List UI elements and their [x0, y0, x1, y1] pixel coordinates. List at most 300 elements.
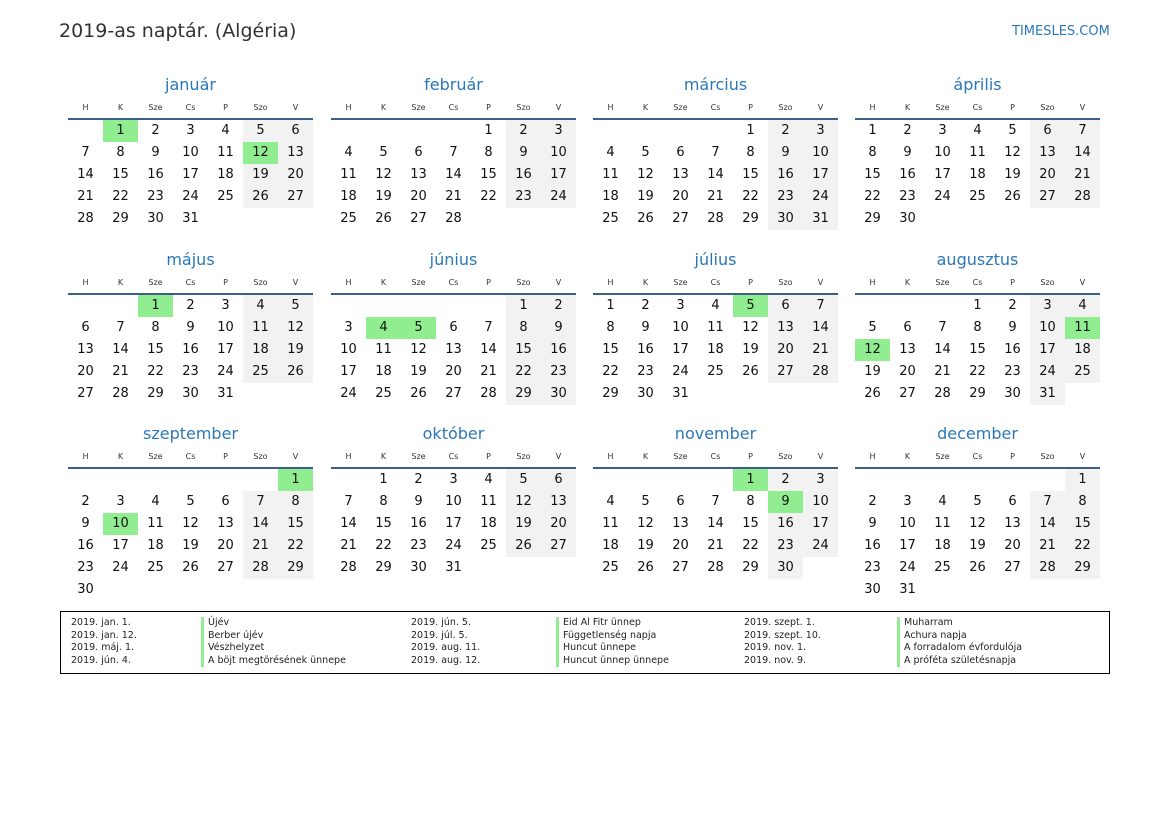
day-cell: 29: [147, 386, 164, 401]
month-calendar: [68, 74, 313, 230]
day-cell: 8: [379, 494, 388, 509]
day-cell: 24: [445, 538, 462, 553]
day-cell: 25: [969, 189, 986, 204]
week-row: [68, 120, 313, 142]
day-cell: 29: [742, 211, 759, 226]
day-cell: 3: [903, 494, 912, 509]
empty-day-cell: [768, 383, 803, 405]
week-row: [855, 339, 1100, 361]
day-cell: 28: [707, 211, 724, 226]
day-cell: 20: [1030, 164, 1065, 186]
day-cell: 17: [445, 516, 462, 531]
day-cell: 22: [742, 189, 759, 204]
day-cell: 31: [182, 211, 199, 226]
day-cell: 25: [375, 386, 392, 401]
day-cell: 11: [934, 516, 951, 531]
week-row: [593, 142, 838, 164]
day-cell: 12: [182, 516, 199, 531]
day-cell: 7: [449, 145, 458, 160]
day-cell: 13: [445, 342, 462, 357]
day-cell: 7: [711, 145, 720, 160]
day-cell: 16: [182, 342, 199, 357]
day-cell: 25: [147, 560, 164, 575]
day-cell: 27: [410, 211, 427, 226]
day-cell: 16: [410, 516, 427, 531]
day-cell: 6: [81, 320, 90, 335]
week-row: [855, 513, 1100, 535]
week-row: [68, 164, 313, 186]
day-cell: 26: [182, 560, 199, 575]
day-cell: 13: [541, 491, 576, 513]
weekday-label: V: [555, 103, 562, 112]
day-cell: 22: [375, 538, 392, 553]
weekday-label: H: [345, 452, 352, 461]
day-cell: 26: [1004, 189, 1021, 204]
day-cell: 19: [182, 538, 199, 553]
day-cell: 3: [186, 123, 195, 138]
day-cell: 2: [506, 120, 541, 142]
day-cell: 14: [77, 167, 94, 182]
day-cell: 19: [742, 342, 759, 357]
day-cell: 30: [768, 208, 803, 230]
empty-day-cell: [925, 469, 960, 491]
weekday-label: H: [869, 452, 876, 461]
day-cell: 7: [116, 320, 125, 335]
day-cell: 22: [864, 189, 881, 204]
day-cell: 18: [480, 516, 497, 531]
day-cell: 3: [449, 472, 458, 487]
week-row: [68, 208, 313, 230]
month-title: december: [937, 424, 1018, 443]
weekday-label: Cs: [710, 278, 721, 287]
week-row: [593, 120, 838, 142]
weekday-label: Cs: [710, 452, 721, 461]
week-row: [855, 469, 1100, 491]
day-cell: 3: [1030, 295, 1065, 317]
day-cell: 14: [707, 516, 724, 531]
day-cell: 27: [672, 560, 689, 575]
day-cell: 12: [637, 167, 654, 182]
week-row: [68, 339, 313, 361]
day-cell: 20: [899, 364, 916, 379]
weekday-label: Sze: [935, 452, 950, 461]
empty-day-cell: [593, 120, 628, 142]
day-cell: 21: [707, 538, 724, 553]
day-cell: 1: [506, 295, 541, 317]
day-cell: 7: [1065, 120, 1100, 142]
day-cell: 8: [973, 320, 982, 335]
day-cell: 17: [1030, 339, 1065, 361]
legend-holiday-name: Berber újév: [201, 630, 346, 643]
day-cell: 25: [217, 189, 234, 204]
day-cell: 28: [1030, 557, 1065, 579]
day-cell: 9: [506, 142, 541, 164]
legend-date: 2019. aug. 12.: [411, 654, 481, 666]
day-cell: 16: [147, 167, 164, 182]
day-cell: 15: [147, 342, 164, 357]
week-row: [593, 383, 838, 405]
day-cell: 19: [637, 189, 654, 204]
day-cell: 22: [480, 189, 497, 204]
week-row: [593, 317, 838, 339]
day-cell: 6: [541, 469, 576, 491]
day-cell: 8: [506, 317, 541, 339]
day-cell: 6: [221, 494, 230, 509]
day-cell: 14: [340, 516, 357, 531]
empty-day-cell: [103, 579, 138, 601]
day-cell: 2: [151, 123, 160, 138]
day-cell: 25: [707, 364, 724, 379]
day-cell: 12: [637, 516, 654, 531]
day-cell: 29: [506, 383, 541, 405]
weekday-label: V: [292, 278, 299, 287]
month-title: július: [694, 250, 737, 269]
day-cell: 24: [803, 186, 838, 208]
month-title: május: [166, 250, 215, 269]
day-cell: 12: [742, 320, 759, 335]
weekday-label: Szo: [253, 452, 268, 461]
week-row: [68, 186, 313, 208]
day-cell: 4: [151, 494, 160, 509]
legend-date: 2019. nov. 9.: [744, 654, 807, 666]
empty-day-cell: [960, 579, 995, 601]
month-title: február: [424, 75, 483, 94]
day-cell: 17: [182, 167, 199, 182]
month-calendar: [331, 74, 576, 230]
empty-day-cell: [173, 469, 208, 491]
day-cell: 14: [445, 167, 462, 182]
weekday-header: [855, 96, 1100, 120]
empty-day-cell: [331, 469, 366, 491]
weekday-label: Szo: [253, 103, 268, 112]
day-cell: 8: [278, 491, 313, 513]
empty-day-cell: [663, 469, 698, 491]
day-cell: 26: [243, 186, 278, 208]
day-cell: 11: [147, 516, 164, 531]
day-cell: 22: [1065, 535, 1100, 557]
weekday-label: Cs: [972, 278, 983, 287]
empty-day-cell: [925, 295, 960, 317]
day-cell: 15: [375, 516, 392, 531]
day-cell: 5: [243, 120, 278, 142]
day-cell: 9: [903, 145, 912, 160]
empty-day-cell: [960, 208, 995, 230]
day-cell: 3: [541, 120, 576, 142]
empty-day-cell: [960, 469, 995, 491]
weekday-label: Szo: [516, 103, 531, 112]
empty-day-cell: [208, 579, 243, 601]
day-cell: 26: [410, 386, 427, 401]
day-cell: 10: [445, 494, 462, 509]
week-row: [331, 535, 576, 557]
weekday-label: P: [486, 452, 491, 461]
week-row: [855, 383, 1100, 405]
day-cell: 16: [1004, 342, 1021, 357]
legend-date: 2019. szept. 10.: [744, 629, 821, 641]
day-cell: 23: [768, 535, 803, 557]
weekday-label: P: [1010, 278, 1015, 287]
day-cell: 1: [973, 298, 982, 313]
month-calendar: [855, 249, 1100, 405]
day-cell: 4: [938, 494, 947, 509]
day-cell: 8: [151, 320, 160, 335]
empty-day-cell: [278, 579, 313, 601]
weekday-label: H: [82, 278, 89, 287]
day-cell: 31: [1030, 383, 1065, 405]
holiday-day-cell: 4: [366, 317, 401, 339]
weekday-header: [68, 445, 313, 469]
day-cell: 28: [243, 557, 278, 579]
empty-day-cell: [698, 383, 733, 405]
weekday-label: V: [292, 103, 299, 112]
day-cell: 27: [217, 560, 234, 575]
day-cell: 19: [1004, 167, 1021, 182]
weekday-label: K: [642, 103, 649, 112]
day-cell: 9: [541, 317, 576, 339]
weekday-label: P: [748, 278, 753, 287]
day-cell: 8: [1065, 491, 1100, 513]
day-cell: 4: [344, 145, 353, 160]
month-title: augusztus: [936, 250, 1019, 269]
day-cell: 8: [868, 145, 877, 160]
weekday-label: P: [223, 452, 228, 461]
day-cell: 15: [602, 342, 619, 357]
day-cell: 15: [864, 167, 881, 182]
day-cell: 10: [672, 320, 689, 335]
month-calendar: [593, 423, 838, 579]
month-calendar: [855, 74, 1100, 230]
empty-day-cell: [995, 469, 1030, 491]
empty-day-cell: [698, 120, 733, 142]
day-cell: 25: [1065, 361, 1100, 383]
day-cell: 30: [899, 211, 916, 226]
legend-date: 2019. júl. 5.: [411, 629, 468, 641]
weekday-header: [593, 96, 838, 120]
weekday-label: Cs: [185, 452, 196, 461]
weekday-header: [593, 445, 838, 469]
week-row: [855, 361, 1100, 383]
day-cell: 26: [742, 364, 759, 379]
day-cell: 13: [278, 142, 313, 164]
weekday-label: Szo: [778, 103, 793, 112]
weekday-label: Szo: [778, 278, 793, 287]
day-cell: 24: [934, 189, 951, 204]
week-row: [68, 513, 313, 535]
day-cell: 26: [637, 560, 654, 575]
empty-day-cell: [855, 469, 890, 491]
day-cell: 1: [1065, 469, 1100, 491]
day-cell: 23: [768, 186, 803, 208]
day-cell: 4: [606, 145, 615, 160]
day-cell: 28: [480, 386, 497, 401]
day-cell: 10: [340, 342, 357, 357]
day-cell: 10: [1030, 317, 1065, 339]
day-cell: 18: [969, 167, 986, 182]
week-row: [855, 579, 1100, 601]
week-row: [68, 469, 313, 491]
day-cell: 18: [602, 538, 619, 553]
day-cell: 30: [541, 383, 576, 405]
day-cell: 4: [711, 298, 720, 313]
day-cell: 30: [147, 211, 164, 226]
day-cell: 22: [602, 364, 619, 379]
day-cell: 17: [803, 164, 838, 186]
weekday-label: V: [817, 452, 824, 461]
day-cell: 27: [1004, 560, 1021, 575]
day-cell: 15: [112, 167, 129, 182]
week-row: [331, 557, 576, 579]
day-cell: 2: [1008, 298, 1017, 313]
holiday-day-cell: 12: [855, 339, 890, 361]
day-cell: 11: [375, 342, 392, 357]
day-cell: 23: [77, 560, 94, 575]
day-cell: 7: [938, 320, 947, 335]
day-cell: 5: [641, 494, 650, 509]
day-cell: 21: [934, 364, 951, 379]
weekday-label: H: [82, 452, 89, 461]
day-cell: 11: [217, 145, 234, 160]
weekday-label: Cs: [448, 452, 459, 461]
weekday-label: Sze: [411, 278, 426, 287]
day-cell: 4: [243, 295, 278, 317]
legend-holiday-name: Huncut ünnepe: [556, 642, 669, 655]
day-cell: 23: [182, 364, 199, 379]
day-cell: 14: [934, 342, 951, 357]
weekday-label: Cs: [448, 278, 459, 287]
day-cell: 24: [1030, 361, 1065, 383]
day-cell: 5: [641, 145, 650, 160]
day-cell: 20: [768, 339, 803, 361]
day-cell: 28: [1065, 186, 1100, 208]
day-cell: 20: [541, 513, 576, 535]
month-title: március: [683, 75, 748, 94]
week-row: [593, 469, 838, 491]
day-cell: 17: [672, 342, 689, 357]
empty-day-cell: [1030, 469, 1065, 491]
day-cell: 1: [484, 123, 493, 138]
day-cell: 23: [410, 538, 427, 553]
legend-date: 2019. szept. 1.: [744, 617, 815, 628]
month-calendar: [593, 74, 838, 230]
day-cell: 31: [803, 208, 838, 230]
day-cell: 7: [1030, 491, 1065, 513]
day-cell: 16: [899, 167, 916, 182]
weekday-header: [331, 445, 576, 469]
empty-day-cell: [925, 579, 960, 601]
day-cell: 2: [768, 469, 803, 491]
day-cell: 5: [186, 494, 195, 509]
day-cell: 28: [707, 560, 724, 575]
day-cell: 19: [969, 538, 986, 553]
weekday-label: Sze: [411, 103, 426, 112]
day-cell: 23: [637, 364, 654, 379]
weekday-label: Cs: [185, 278, 196, 287]
empty-day-cell: [208, 208, 243, 230]
day-cell: 28: [803, 361, 838, 383]
week-row: [855, 557, 1100, 579]
day-cell: 8: [746, 494, 755, 509]
empty-day-cell: [138, 579, 173, 601]
weekday-label: P: [486, 103, 491, 112]
day-cell: 21: [340, 538, 357, 553]
day-cell: 3: [803, 469, 838, 491]
day-cell: 21: [1065, 164, 1100, 186]
day-cell: 29: [602, 386, 619, 401]
day-cell: 14: [803, 317, 838, 339]
weekday-label: Sze: [673, 452, 688, 461]
day-cell: 11: [602, 167, 619, 182]
day-cell: 27: [445, 386, 462, 401]
day-cell: 20: [445, 364, 462, 379]
day-cell: 22: [112, 189, 129, 204]
day-cell: 20: [278, 164, 313, 186]
weekday-label: Sze: [411, 452, 426, 461]
day-cell: 3: [803, 120, 838, 142]
day-cell: 1: [746, 123, 755, 138]
day-cell: 21: [77, 189, 94, 204]
day-cell: 25: [602, 560, 619, 575]
day-cell: 23: [1004, 364, 1021, 379]
day-cell: 21: [803, 339, 838, 361]
weekday-label: Szo: [1040, 452, 1055, 461]
day-cell: 13: [217, 516, 234, 531]
site-link[interactable]: TIMESLES.COM: [1012, 24, 1110, 39]
week-row: [331, 491, 576, 513]
day-cell: 14: [707, 167, 724, 182]
day-cell: 3: [938, 123, 947, 138]
weekday-label: K: [904, 278, 911, 287]
week-row: [855, 120, 1100, 142]
weekday-label: Cs: [185, 103, 196, 112]
day-cell: 6: [1008, 494, 1017, 509]
day-cell: 24: [182, 189, 199, 204]
holiday-legend: [60, 611, 1110, 674]
day-cell: 10: [182, 145, 199, 160]
day-cell: 2: [868, 494, 877, 509]
week-row: [331, 469, 576, 491]
day-cell: 30: [1004, 386, 1021, 401]
month-title: szeptember: [142, 424, 238, 443]
day-cell: 9: [768, 142, 803, 164]
day-cell: 19: [278, 339, 313, 361]
weekday-label: Cs: [448, 103, 459, 112]
day-cell: 15: [969, 342, 986, 357]
day-cell: 23: [899, 189, 916, 204]
week-row: [855, 317, 1100, 339]
legend-date: 2019. nov. 1.: [744, 642, 807, 654]
empty-day-cell: [331, 295, 366, 317]
weekday-label: H: [345, 103, 352, 112]
legend-holiday-name: Eid Al Fitr ünnep: [556, 617, 669, 630]
weekday-label: Sze: [148, 452, 163, 461]
legend-date-column: [744, 617, 821, 667]
day-cell: 20: [77, 364, 94, 379]
day-cell: 18: [147, 538, 164, 553]
week-row: [593, 361, 838, 383]
legend-holiday-name: Achura napja: [897, 630, 1022, 643]
day-cell: 31: [445, 560, 462, 575]
week-row: [593, 164, 838, 186]
week-row: [331, 120, 576, 142]
day-cell: 13: [768, 317, 803, 339]
day-cell: 4: [973, 123, 982, 138]
day-cell: 3: [116, 494, 125, 509]
weekday-label: Cs: [972, 452, 983, 461]
empty-day-cell: [995, 579, 1030, 601]
day-cell: 11: [602, 516, 619, 531]
empty-day-cell: [803, 557, 838, 579]
day-cell: 18: [1065, 339, 1100, 361]
